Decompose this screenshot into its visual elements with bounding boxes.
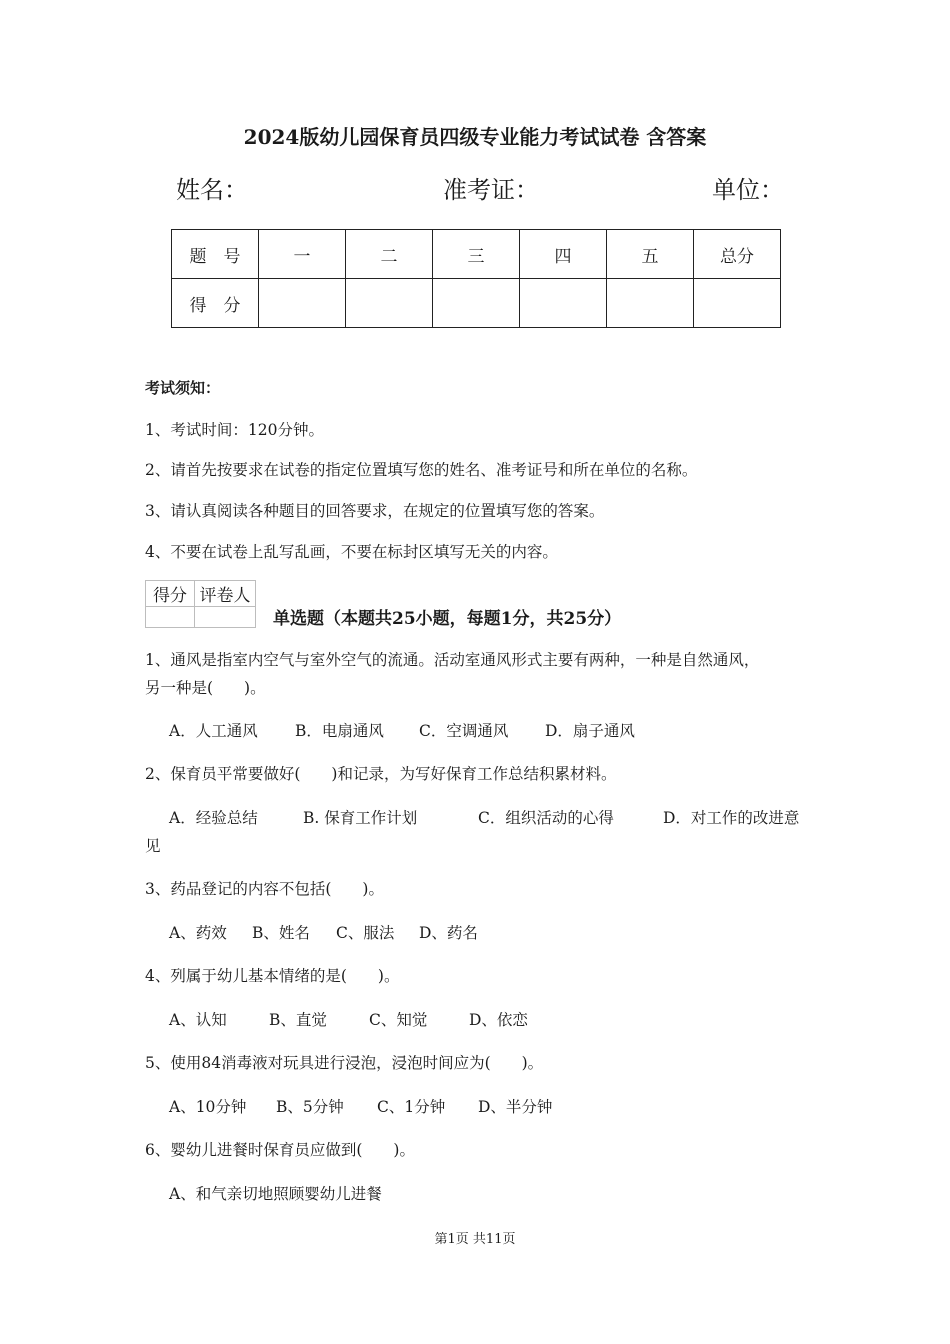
question-stem: 4、列属于幼儿基本情绪的是( )。	[145, 967, 400, 985]
option: C．组织活动的心得	[478, 809, 614, 827]
option: B. 保育工作计划	[303, 809, 418, 827]
question-stem: 3、药品登记的内容不包括( )。	[145, 880, 384, 898]
score-table-cell: 题 号	[172, 230, 259, 279]
name-label: 姓名：	[176, 176, 248, 204]
grader-reviewer-cell	[195, 607, 256, 628]
question-stem: 6、婴幼儿进餐时保育员应做到( )。	[145, 1141, 415, 1159]
option: C、服法	[336, 924, 395, 942]
question-stem: 2、保育员平常要做好( )和记录，为写好保育工作总结积累材料。	[145, 765, 617, 783]
score-entry-cell	[433, 279, 520, 328]
exam-id-label: 准考证：	[443, 176, 539, 204]
score-table-header-row	[172, 230, 781, 279]
score-entry-cell	[694, 279, 781, 328]
option: A．人工通风	[169, 722, 258, 740]
score-entry-cell	[346, 279, 433, 328]
notice-item: 3、请认真阅读各种题目的回答要求，在规定的位置填写您的答案。	[145, 502, 605, 520]
score-entry-cell	[607, 279, 694, 328]
option: B．电扇通风	[295, 722, 384, 740]
notice-title: 考试须知：	[145, 379, 221, 397]
option: A、和气亲切地照顾婴幼儿进餐	[169, 1185, 382, 1203]
option: D．扇子通风	[545, 722, 635, 740]
score-table-cell: 总分	[694, 230, 781, 279]
score-table-cell: 三	[433, 230, 520, 279]
score-table-score-row	[172, 279, 781, 328]
unit-label: 单位：	[712, 176, 784, 204]
notice-item: 2、请首先按要求在试卷的指定位置填写您的姓名、准考证号和所在单位的名称。	[145, 461, 698, 479]
score-table-cell: 四	[520, 230, 607, 279]
grader-score-cell	[146, 607, 195, 628]
option: D．对工作的改进意	[663, 809, 800, 827]
option: B、5分钟	[276, 1098, 344, 1116]
score-entry-cell	[520, 279, 607, 328]
option: D、半分钟	[478, 1098, 553, 1116]
notice-item: 1、考试时间：120分钟。	[145, 421, 324, 439]
grader-score-label: 得分	[146, 581, 195, 607]
option: B、姓名	[252, 924, 310, 942]
grader-reviewer-label: 评卷人	[195, 581, 256, 607]
option: D、依恋	[469, 1011, 528, 1029]
question-stem: 1、通风是指室内空气与室外空气的流通。活动室通风形式主要有两种，一种是自然通风，	[145, 651, 760, 669]
option: A、药效	[169, 924, 227, 942]
score-entry-cell	[259, 279, 346, 328]
notice-item: 4、不要在试卷上乱写乱画，不要在标封区填写无关的内容。	[145, 543, 558, 561]
grader-box	[145, 580, 256, 628]
option: A、10分钟	[169, 1098, 247, 1116]
score-table-cell: 一	[259, 230, 346, 279]
score-table-cell: 二	[346, 230, 433, 279]
option: C．空调通风	[419, 722, 509, 740]
question-stem: 5、使用84消毒液对玩具进行浸泡，浸泡时间应为( )。	[145, 1054, 544, 1072]
score-table-cell: 得 分	[172, 279, 259, 328]
option: C、1分钟	[377, 1098, 446, 1116]
option-wrap: 见	[145, 837, 161, 855]
option: A．经验总结	[169, 809, 258, 827]
option: C、知觉	[369, 1011, 428, 1029]
option: A、认知	[169, 1011, 227, 1029]
page-number: 第1页 共11页	[434, 1232, 516, 1247]
page-title: 2024版幼儿园保育员四级专业能力考试试卷 含答案	[243, 125, 707, 149]
section-title: 单选题（本题共25小题，每题1分，共25分）	[273, 609, 622, 629]
score-table	[171, 229, 781, 328]
option: B、直觉	[269, 1011, 327, 1029]
question-stem: 另一种是( )。	[145, 679, 266, 697]
score-table-cell: 五	[607, 230, 694, 279]
option: D、药名	[419, 924, 478, 942]
